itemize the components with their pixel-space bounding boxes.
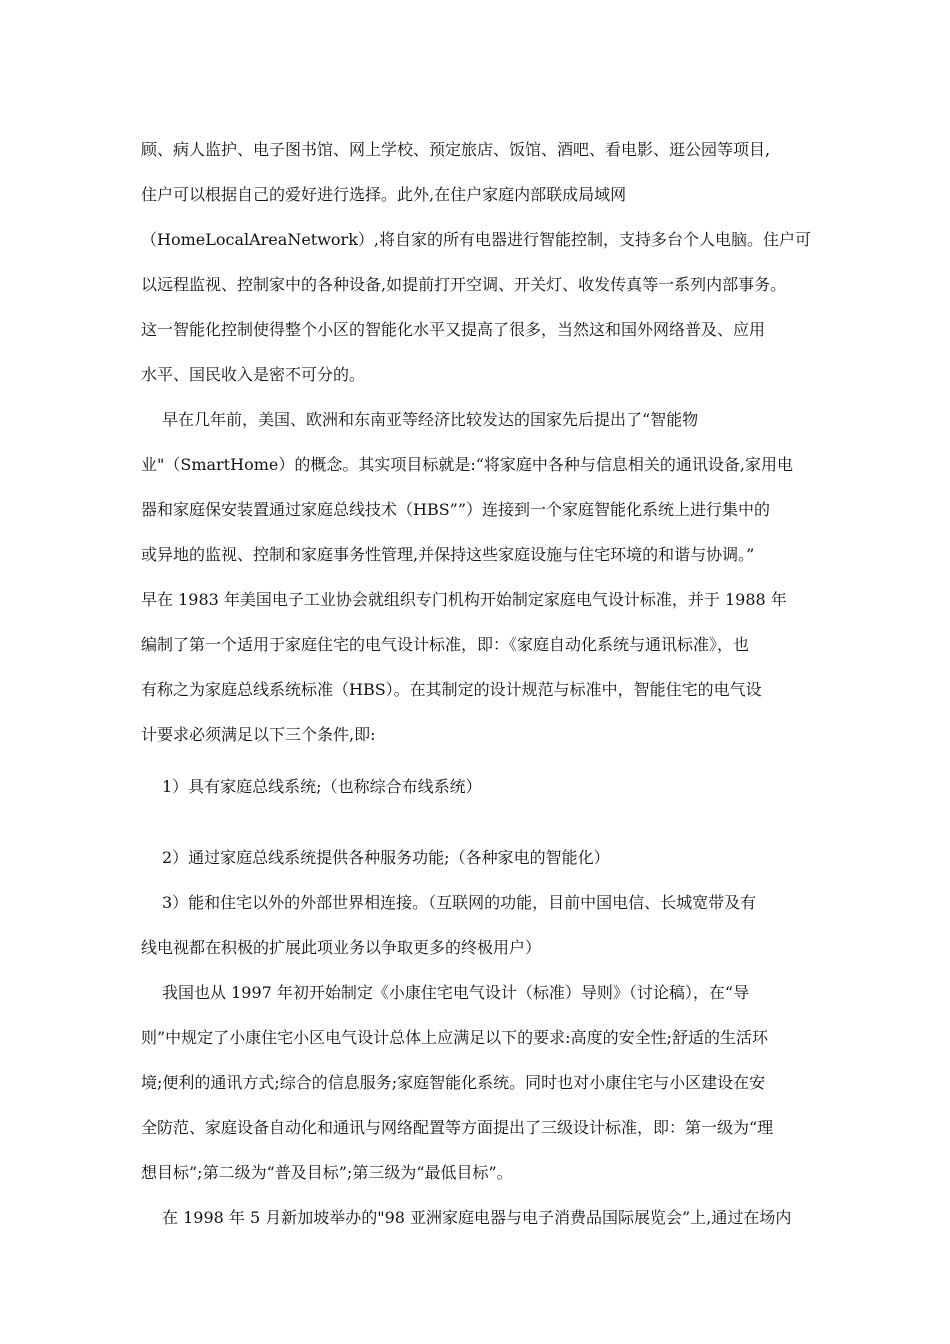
text-line: 器和家庭保安装置通过家庭总线技术（HBS””）连接到一个家庭智能化系统上进行集中的: [141, 500, 771, 519]
text-line: 线电视都在积极的扩展此项业务以争取更多的终极用户）: [141, 938, 542, 957]
text-line: 早在 1983 年美国电子工业协会就组织专门机构开始制定家庭电气设计标准，并于 1988 年: [141, 590, 787, 609]
text-line: 这一智能化控制使得整个小区的智能化水平又提高了很多，当然这和国外网络普及、应用: [141, 320, 766, 339]
list-item: 3）能和住宅以外的外部世界相连接。（互联网的功能，目前中国电信、长城宽带及有: [162, 893, 757, 912]
text-line: 有称之为家庭总线系统标准（HBS）。在其制定的设计规范与标准中，智能住宅的电气设: [141, 680, 762, 699]
list-item: 1）具有家庭总线系统;（也称综合布线系统）: [162, 777, 482, 796]
paragraph-first-line: 在 1998 年 5 月新加坡举办的"98 亚洲家庭电器与电子消费品国际展览会”上,通过在场内: [162, 1208, 792, 1227]
text-line: 业"（SmartHome）的概念。其实项目标就是:“将家庭中各种与信息相关的通讯设备,家用电: [141, 455, 793, 474]
text-line: 境;便利的通讯方式;综合的信息服务;家庭智能化系统。同时也对小康住宅与小区建设在安: [141, 1073, 766, 1092]
text-line: 住户可以根据自己的爱好进行选择。此外,在住户家庭内部联成局域网: [141, 185, 627, 204]
text-line: 编制了第一个适用于家庭住宅的电气设计标准，即：《家庭自动化系统与通讯标准》，也: [141, 635, 750, 654]
text-line: 计要求必须满足以下三个条件,即:: [141, 725, 376, 744]
text-line: （HomeLocalAreaNetwork）,将自家的所有电器进行智能控制，支持多台个人电脑。住户可: [141, 230, 811, 249]
text-line: 全防范、家庭设备自动化和通讯与网络配置等方面提出了三级设计标准，即：第一级为“理: [141, 1118, 774, 1137]
text-line: 以远程监视、控制家中的各种设备,如提前打开空调、开关灯、收发传真等一系列内部事务。: [141, 275, 787, 294]
text-line: 或异地的监视、控制和家庭事务性管理,并保持这些家庭设施与住宅环境的和谐与协调。”: [141, 545, 755, 564]
paragraph-first-line: 我国也从 1997 年初开始制定《小康住宅电气设计（标准）导则》（讨论稿），在“导: [162, 983, 750, 1002]
text-line: 顾、病人监护、电子图书馆、网上学校、预定旅店、饭馆、酒吧、看电影、逛公园等项目,: [141, 140, 771, 159]
text-line: 则”中规定了小康住宅小区电气设计总体上应满足以下的要求:高度的安全性;舒适的生活环: [141, 1028, 768, 1047]
paragraph-first-line: 早在几年前，美国、欧洲和东南亚等经济比较发达的国家先后提出了“智能物: [162, 410, 699, 429]
text-line: 想目标”;第二级为“普及目标”;第三级为“最低目标”。: [141, 1163, 513, 1182]
list-item: 2）通过家庭总线系统提供各种服务功能;（各种家电的智能化）: [162, 848, 610, 867]
text-line: 水平、国民收入是密不可分的。: [141, 365, 366, 384]
